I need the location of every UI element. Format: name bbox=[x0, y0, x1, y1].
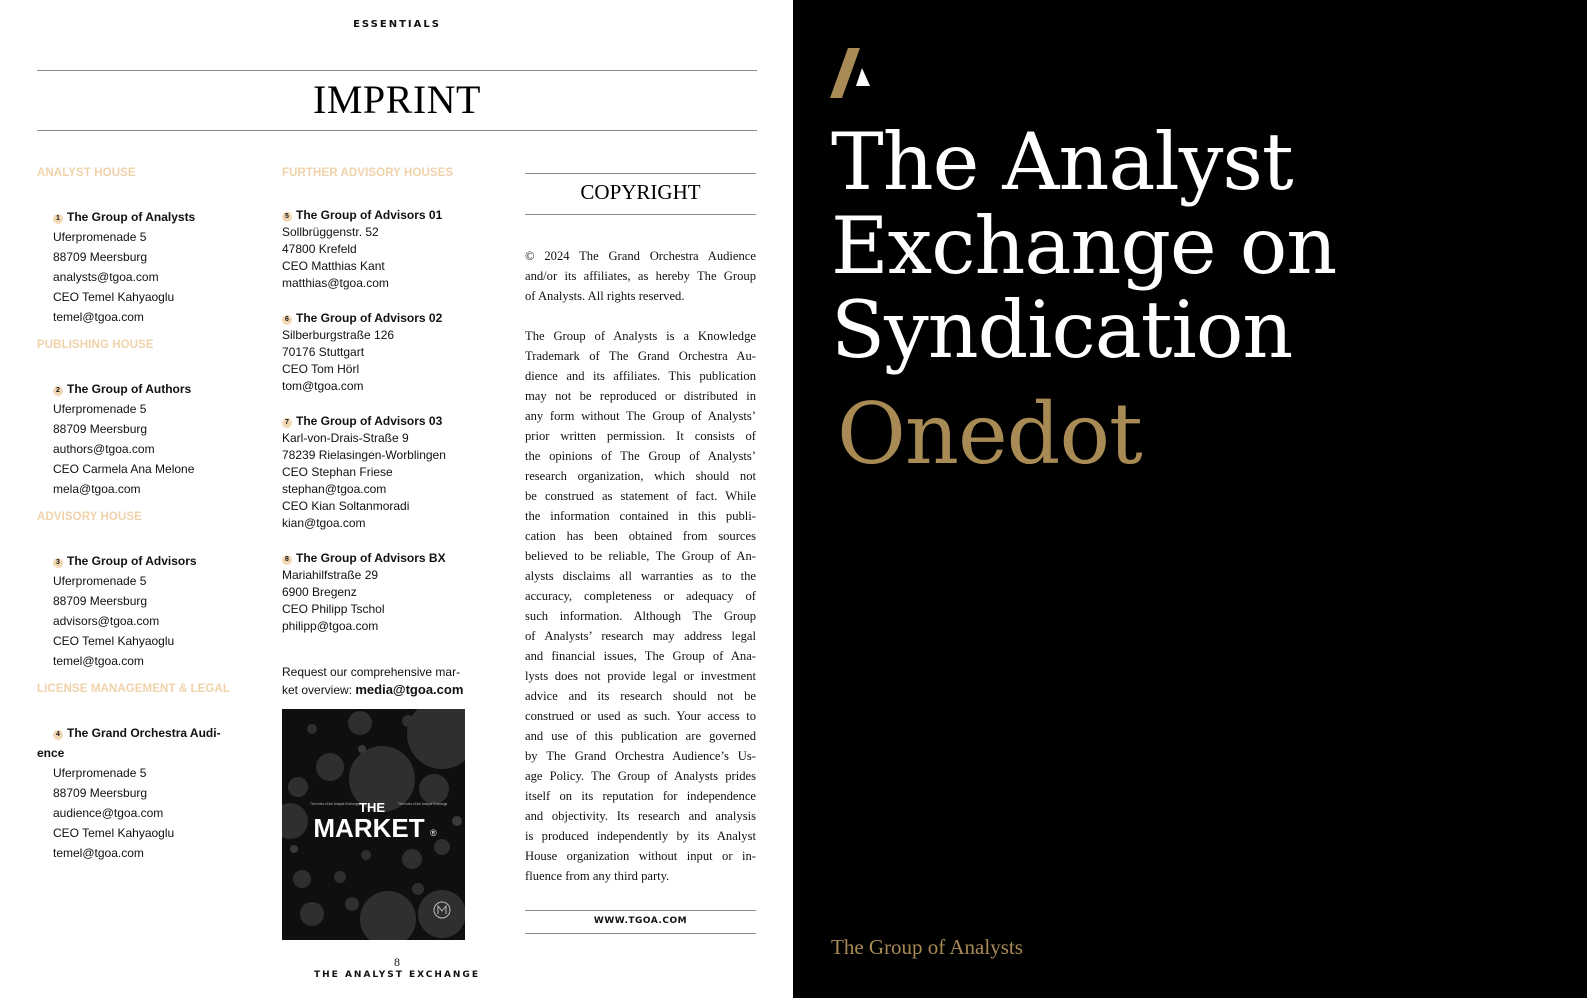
houses-column bbox=[37, 167, 242, 875]
email-link[interactable]: analysts@tgoa.com bbox=[53, 270, 159, 284]
number-badge: 4 bbox=[53, 730, 63, 740]
page-title: IMPRINT bbox=[313, 77, 481, 122]
number-badge: 2 bbox=[53, 386, 63, 396]
text-line: and objectivity. Its research and analysis bbox=[525, 809, 756, 823]
address-line: 70176 Stuttgart bbox=[282, 345, 365, 359]
text-line: be construed as statement of fact. While bbox=[525, 489, 756, 503]
address-line: Mariahilfstraße 29 bbox=[282, 568, 379, 582]
email-link[interactable]: stephan@tgoa.com bbox=[282, 482, 387, 496]
address-line: Uferpromenade 5 bbox=[53, 574, 147, 588]
email-link[interactable]: philipp@tgoa.com bbox=[282, 619, 379, 633]
address-line: Uferpromenade 5 bbox=[53, 766, 147, 780]
website-link[interactable]: WWW.TGOA.COM bbox=[593, 916, 688, 926]
text-line: lysts does not provide legal or investment bbox=[525, 669, 756, 683]
number-badge: 8 bbox=[282, 555, 292, 565]
left-page bbox=[0, 0, 793, 998]
logo-icon bbox=[830, 48, 874, 100]
advisor-entry bbox=[282, 310, 472, 395]
market-cover-image bbox=[282, 709, 465, 940]
section-heading: FURTHER ADVISORY HOUSES bbox=[282, 167, 454, 179]
house-name: The Group of Analysts bbox=[67, 210, 196, 224]
text-line: itself on its reputation for independence bbox=[525, 789, 756, 803]
copyright-body bbox=[525, 326, 756, 886]
text-line: prior written permission. It consists of bbox=[525, 429, 756, 443]
house-name: The Group of Authors bbox=[67, 382, 192, 396]
email-link[interactable]: mela@tgoa.com bbox=[53, 482, 141, 496]
text-line: by The Grand Orchestra Audience’s Us- bbox=[525, 749, 756, 763]
title-rule-top bbox=[37, 70, 757, 71]
section-heading: ANALYST HOUSE bbox=[37, 167, 136, 179]
text-line: House organization without input or in- bbox=[525, 849, 756, 863]
website-rule-bottom bbox=[525, 933, 756, 934]
request-text: Request our comprehensive mar- bbox=[282, 665, 461, 679]
publication-footer: THE ANALYST EXCHANGE bbox=[314, 970, 480, 980]
number-badge: 5 bbox=[282, 212, 292, 222]
text-line: construed or used as such. Your access to bbox=[525, 709, 756, 723]
text-line: such information. Although The Group bbox=[525, 609, 756, 623]
text-line: advice and its research should not be bbox=[525, 689, 756, 703]
cover-registered-mark: ® bbox=[430, 828, 437, 838]
media-email-link[interactable]: media@tgoa.com bbox=[355, 682, 464, 697]
hero-title-line: Syndication bbox=[831, 284, 1293, 376]
house-entry bbox=[37, 207, 242, 327]
ceo-line: CEO Philipp Tschol bbox=[282, 602, 385, 616]
address-line: 47800 Krefeld bbox=[282, 242, 357, 256]
address-line: 6900 Bregenz bbox=[282, 585, 357, 599]
text-line: © 2024 The Grand Orchestra Audience bbox=[525, 249, 756, 263]
email-link[interactable]: kian@tgoa.com bbox=[282, 516, 366, 530]
house-name-continued: ence bbox=[37, 746, 65, 760]
advisor-name: The Group of Advisors 03 bbox=[296, 414, 443, 428]
cover-the-text: THE bbox=[359, 800, 385, 815]
section-heading: PUBLISHING HOUSE bbox=[37, 339, 154, 351]
text-line: fluence from any third party. bbox=[525, 869, 670, 883]
email-link[interactable]: advisors@tgoa.com bbox=[53, 614, 160, 628]
ceo-line: CEO Carmela Ana Melone bbox=[53, 462, 195, 476]
address-line: 88709 Meersburg bbox=[53, 594, 148, 608]
ceo-line: CEO Matthias Kant bbox=[282, 259, 385, 273]
text-line: may not be reproduced or distributed in bbox=[525, 389, 756, 403]
email-link[interactable]: matthias@tgoa.com bbox=[282, 276, 389, 290]
house-name: The Grand Orchestra Audi- bbox=[67, 726, 221, 740]
ceo-line: CEO Temel Kahyaoglu bbox=[53, 826, 175, 840]
further-houses-column bbox=[282, 167, 472, 653]
advisor-entry bbox=[282, 413, 472, 532]
text-line: believed to be reliable, The Group of An- bbox=[525, 549, 756, 563]
email-link[interactable]: temel@tgoa.com bbox=[53, 654, 144, 668]
email-link[interactable]: temel@tgoa.com bbox=[53, 846, 144, 860]
advisor-entry bbox=[282, 550, 472, 635]
text-line: Trademark of The Grand Orchestra Au- bbox=[525, 349, 756, 363]
text-line: of Analysts. All rights reserved. bbox=[525, 289, 685, 303]
right-page bbox=[793, 0, 1587, 998]
copyright-paragraph bbox=[525, 246, 756, 306]
advisor-name: The Group of Advisors 02 bbox=[296, 311, 443, 325]
address-line: 88709 Meersburg bbox=[53, 422, 148, 436]
section-heading: ADVISORY HOUSE bbox=[37, 511, 142, 523]
advisor-name: The Group of Advisors BX bbox=[296, 551, 446, 565]
request-overview bbox=[282, 664, 472, 699]
website-rule-top bbox=[525, 910, 756, 911]
text-line: cation has been obtained from sources bbox=[525, 529, 756, 543]
cover-small-text: The Index of the Analyst Exchange bbox=[398, 802, 448, 806]
text-line: is produced independently by its Analyst bbox=[525, 829, 756, 843]
text-line: dience and its affiliates. This publication bbox=[525, 369, 756, 383]
number-badge: 3 bbox=[53, 558, 63, 568]
text-line: and use of this publication are governed bbox=[525, 729, 756, 743]
publisher-name: The Group of Analysts bbox=[831, 935, 1023, 959]
copyright-title: COPYRIGHT bbox=[580, 180, 701, 204]
text-line: of Analysts’ research may address legal bbox=[525, 629, 756, 643]
text-line: alysts disclaims all warranties as to the bbox=[525, 569, 756, 583]
copyright-rule-top bbox=[525, 173, 756, 174]
page-number: 8 bbox=[394, 955, 400, 969]
ceo-line: CEO Kian Soltanmoradi bbox=[282, 499, 410, 513]
email-link[interactable]: audience@tgoa.com bbox=[53, 806, 164, 820]
hero-title-line: The Analyst bbox=[831, 116, 1293, 208]
house-entry bbox=[37, 723, 242, 863]
address-line: Uferpromenade 5 bbox=[53, 402, 147, 416]
ceo-line: CEO Tom Hörl bbox=[282, 362, 360, 376]
running-head: ESSENTIALS bbox=[353, 19, 441, 30]
text-line: accuracy, completeness or adequacy of bbox=[525, 589, 756, 603]
number-badge: 7 bbox=[282, 418, 292, 428]
text-line: the opinions of The Group of Analysts’ bbox=[525, 449, 756, 463]
email-link[interactable]: authors@tgoa.com bbox=[53, 442, 155, 456]
market-cover-art bbox=[282, 709, 465, 940]
advisor-name: The Group of Advisors 01 bbox=[296, 208, 443, 222]
section-heading: LICENSE MANAGEMENT & LEGAL bbox=[37, 683, 230, 695]
text-line: and/or its affiliates, as hereby The Group bbox=[525, 269, 756, 283]
house-entry bbox=[37, 551, 242, 671]
cover-small-text: The Index of the Analyst Exchange bbox=[310, 802, 360, 806]
address-line: Uferpromenade 5 bbox=[53, 230, 147, 244]
text-line: age Policy. The Group of Analysts prides bbox=[525, 769, 756, 783]
address-line: 88709 Meersburg bbox=[53, 786, 148, 800]
address-line: Sollbrüggenstr. 52 bbox=[282, 225, 379, 239]
hero-accent: Onedot bbox=[837, 385, 1142, 483]
hero-title-line: Exchange on bbox=[831, 200, 1337, 292]
cover-market-text: MARKET bbox=[313, 813, 425, 843]
text-line: The Group of Analysts is a Knowledge bbox=[525, 329, 756, 343]
text-line: and financial issues, The Group of Ana- bbox=[525, 649, 756, 663]
text-line: any form without The Group of Analysts’ bbox=[525, 409, 756, 423]
copyright-rule-bottom bbox=[525, 214, 756, 215]
hero-title bbox=[831, 116, 1571, 376]
address-line: 88709 Meersburg bbox=[53, 250, 148, 264]
number-badge: 1 bbox=[53, 214, 63, 224]
number-badge: 6 bbox=[282, 315, 292, 325]
email-link[interactable]: temel@tgoa.com bbox=[53, 310, 144, 324]
address-line: 78239 Rielasingen-Worblingen bbox=[282, 448, 446, 462]
house-name: The Group of Advisors bbox=[67, 554, 197, 568]
house-entry bbox=[37, 379, 242, 499]
ceo-line: CEO Temel Kahyaoglu bbox=[53, 634, 175, 648]
text-line: research organization, which should not bbox=[525, 469, 756, 483]
email-link[interactable]: tom@tgoa.com bbox=[282, 379, 364, 393]
request-text: ket overview: bbox=[282, 683, 356, 697]
advisor-entry bbox=[282, 207, 472, 292]
text-line: the information contained in this publi- bbox=[525, 509, 756, 523]
address-line: Karl-von-Drais-Straße 9 bbox=[282, 431, 409, 445]
ceo-line: CEO Stephan Friese bbox=[282, 465, 393, 479]
ceo-line: CEO Temel Kahyaoglu bbox=[53, 290, 175, 304]
address-line: Silberburgstraße 126 bbox=[282, 328, 395, 342]
title-rule-bottom bbox=[37, 130, 757, 131]
